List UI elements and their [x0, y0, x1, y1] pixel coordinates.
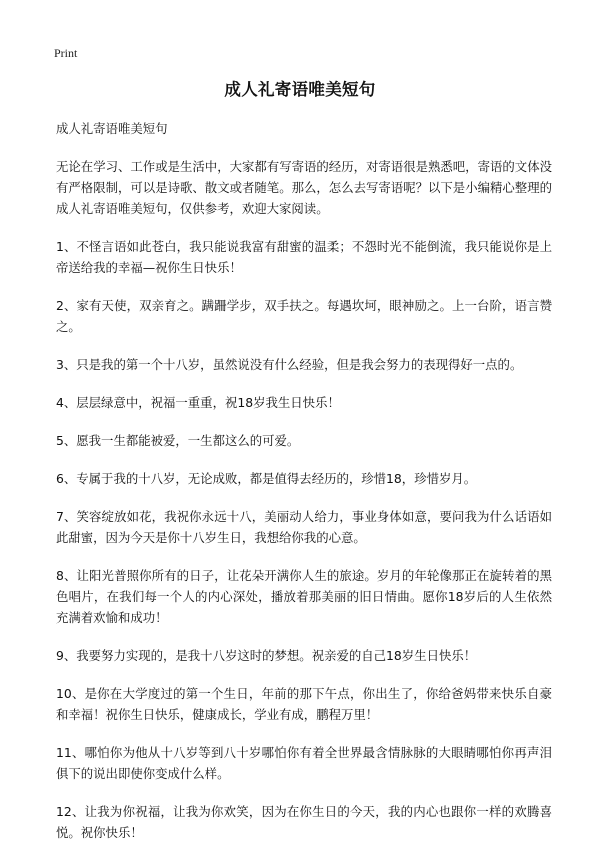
intro-paragraph: 无论在学习、工作或是生活中，大家都有写寄语的经历，对寄语很是熟悉吧，寄语的文体没有严格限制，可以是诗歌、散文或者随笔。那么，怎么去写寄语呢？以下是小编精心整理的成人礼寄语唯美短句，仅供参考，欢迎大家阅读。 — [56, 159, 552, 216]
article-body — [56, 118, 552, 860]
list-item: 2、家有天使，双亲育之。蹒跚学步，双手扶之。每遇坎坷，眼神励之。上一台阶，语言赞之。 — [56, 298, 552, 334]
print-label: Print — [54, 46, 78, 60]
list-item: 1、不怪言语如此苍白，我只能说我富有甜蜜的温柔；不怨时光不能倒流，我只能说你是上帝送给我的幸福—祝你生日快乐！ — [56, 239, 552, 275]
list-item: 6、专属于我的十八岁，无论成败，都是值得去经历的，珍惜18，珍惜岁月。 — [56, 471, 477, 486]
list-item: 11、哪怕你为他从十八岁等到八十岁哪怕你有着全世界最含情脉脉的大眼睛哪怕你再声泪俱下的说出即使你变成什么样。 — [56, 745, 552, 781]
list-item: 10、是你在大学度过的第一个生日，年前的那下午点，你出生了，你给爸妈带来快乐自豪和幸福！祝你生日快乐，健康成长，学业有成，鹏程万里！ — [56, 686, 552, 722]
list-item: 9、我要努力实现的，是我十八岁这时的梦想。祝亲爱的自己18岁生日快乐！ — [56, 648, 477, 663]
list-item: 5、愿我一生都能被爱，一生都这么的可爱。 — [56, 433, 300, 448]
list-item: 3、只是我的第一个十八岁，虽然说没有什么经验，但是我会努力的表现得好一点的。 — [56, 357, 523, 372]
list-item: 12、让我为你祝福，让我为你欢笑，因为在你生日的今天，我的内心也跟你一样的欢腾喜悦。祝你快乐！ — [56, 804, 552, 840]
list-item: 4、层层绿意中，祝福一重重，祝18岁我生日快乐！ — [56, 395, 340, 410]
article-subtitle: 成人礼寄语唯美短句 — [56, 121, 168, 136]
page-title: 成人礼寄语唯美短句 — [224, 80, 376, 99]
list-item: 7、笑容绽放如花，我祝你永远十八，美丽动人给力，事业身体如意，要问我为什么话语如此甜蜜，因为今天是你十八岁生日，我想给你我的心意。 — [56, 509, 552, 545]
list-item: 8、让阳光普照你所有的日子，让花朵开满你人生的旅途。岁月的年轮像那正在旋转着的黑色唱片，在我们每一个人的内心深处，播放着那美丽的旧日情曲。愿你18岁后的人生依然充满着欢愉和成功！ — [56, 568, 552, 625]
